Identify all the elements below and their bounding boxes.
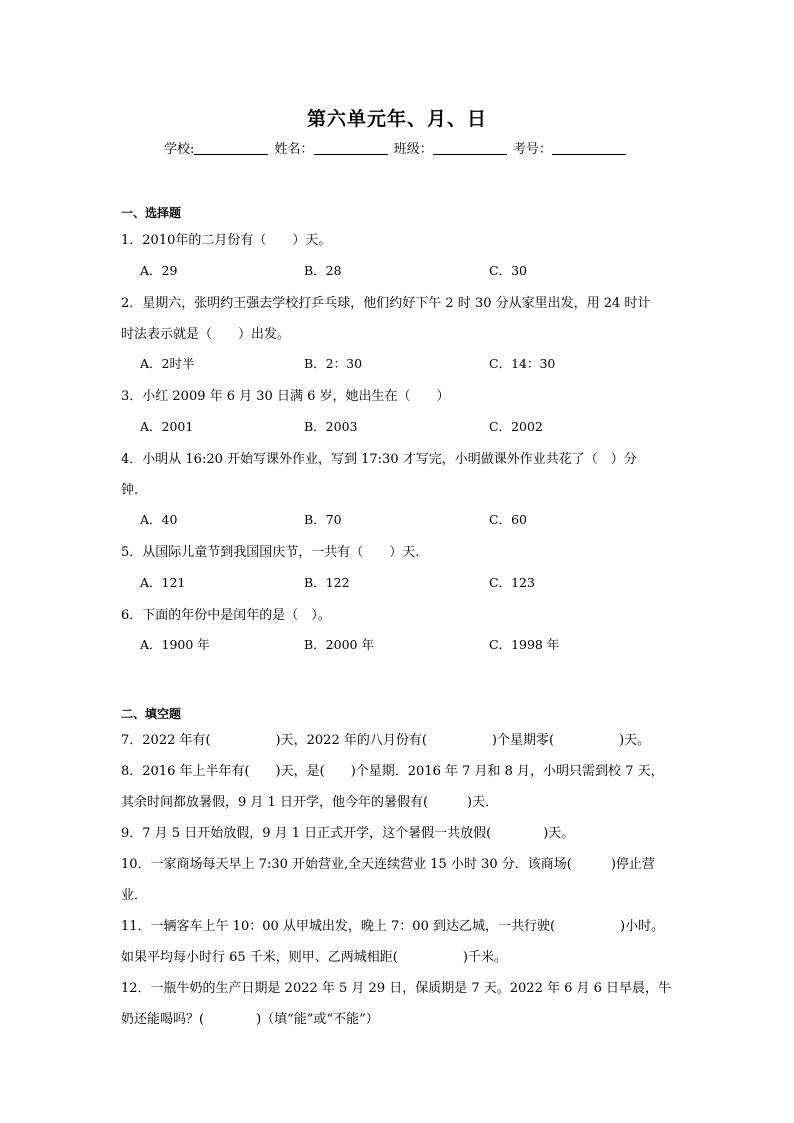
question-10-line-2: 业． <box>121 888 148 903</box>
student-info-line <box>164 138 628 157</box>
school-blank[interactable] <box>194 141 268 155</box>
question-2-line-2: 时法表示就是（ ）出发。 <box>121 327 291 342</box>
question-4-line-1: 4．小明从 16:20 开始写课外作业，写到 17:30 才写完，小明做课外作业共花了（ ）分 <box>121 452 637 467</box>
q6-option-c: C．1998 年 <box>489 637 560 652</box>
q5-option-c: C．123 <box>489 575 535 590</box>
name-blank[interactable] <box>314 141 388 155</box>
q3-option-b: B．2003 <box>304 419 358 434</box>
q1-option-a: A．29 <box>140 263 178 278</box>
question-11-line-1: 11．一辆客车上午 10：00 从甲城出发，晚上 7：00 到达乙城，一共行驶( )小时。 <box>121 919 665 934</box>
question-4-line-2: 钟. <box>121 483 139 498</box>
question-9: 9．7 月 5 日开始放假，9 月 1 日正式开学，这个暑假一共放假( )天。 <box>121 826 575 841</box>
q3-option-a: A．2001 <box>140 419 194 434</box>
q6-option-a: A．1900 年 <box>140 637 210 652</box>
question-10-line-1: 10．一家商场每天早上 7:30 开始营业,全天连续营业 15 小时 30 分．该商场( )停止营 <box>121 857 655 872</box>
name-label: 姓名： <box>274 142 314 157</box>
question-5: 5．从国际儿童节到我国国庆节，一共有（ ）天. <box>121 545 420 560</box>
question-8-line-2: 其余时间都放暑假，9 月 1 日开学，他今年的暑假有( )天． <box>121 795 499 810</box>
q1-option-b: B．28 <box>304 263 342 278</box>
q2-option-b: B．2：30 <box>304 356 363 371</box>
q4-option-a: A．40 <box>140 512 178 527</box>
class-blank[interactable] <box>433 141 507 155</box>
page-title: 第六单元年、月、日 <box>306 108 487 130</box>
question-3: 3．小红 2009 年 6 月 30 日满 6 岁，她出生在（ ） <box>121 389 450 404</box>
question-11-line-2: 如果平均每小时行 65 千米，则甲、乙两城相距( )千米。 <box>121 950 507 965</box>
question-1: 1．2010年的二月份有（ ）天。 <box>121 233 332 248</box>
q3-option-c: C．2002 <box>489 419 543 434</box>
section-fill-title: 二、填空题 <box>121 707 182 721</box>
question-7: 7．2022 年有( )天，2022 年的八月份有( )个星期零( )天。 <box>121 733 651 748</box>
question-2-line-1: 2．星期六，张明约王强去学校打乒乓球，他们约好下午 2 时 30 分从家里出发，用 24 时计 <box>121 296 651 311</box>
question-6: 6．下面的年份中是闰年的是（ ）。 <box>121 608 331 623</box>
q4-option-c: C．60 <box>489 512 527 527</box>
q1-option-c: C．30 <box>489 263 527 278</box>
q2-option-c: C．14：30 <box>489 356 556 371</box>
question-12-line-2: 奶还能喝吗？( )（填“能”或“不能”） <box>121 1012 379 1027</box>
q6-option-b: B．2000 年 <box>304 637 374 652</box>
q2-option-a: A．2时半 <box>140 356 195 371</box>
q5-option-b: B．122 <box>304 575 350 590</box>
section-choice-title: 一、选择题 <box>121 206 182 220</box>
exam-number-label: 考号： <box>512 142 552 157</box>
class-label: 班级： <box>393 142 433 157</box>
question-12-line-1: 12．一瓶牛奶的生产日期是 2022 年 5 月 29 日，保质期是 7 天。2022 年 6 月 6 日早晨，牛 <box>121 981 672 996</box>
question-8-line-1: 8．2016 年上半年有( )天，是( )个星期．2016 年 7 月和 8 月，小明只需到校 7 天， <box>121 764 664 779</box>
q4-option-b: B．70 <box>304 512 342 527</box>
exam-number-blank[interactable] <box>552 141 626 155</box>
q5-option-a: A．121 <box>140 575 186 590</box>
school-label: 学校: <box>164 142 195 157</box>
